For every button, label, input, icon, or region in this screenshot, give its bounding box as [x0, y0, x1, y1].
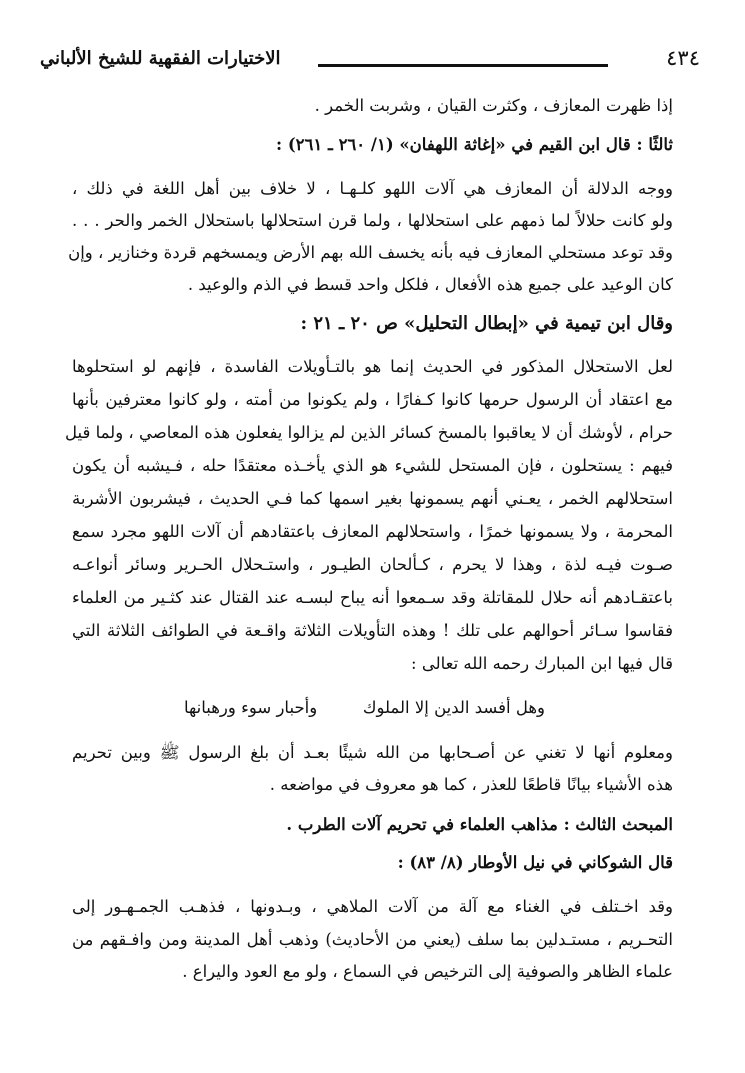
text-line: ومعلوم أنها لا تغني عن أصـحابها من الله شيئًا بعـد أن بلغ الرسول ﷺ وبين تحريم — [72, 743, 673, 762]
text-line: المحرمة ، ولا يسمونها خمرًا ، واستحلالهم المعازف باعتقادهم أن آلات اللهو مجرد سمع — [72, 522, 673, 541]
text-line: هذه الأشياء بيانًا قاطعًا للعذر ، كما هو معروف في مواضعه . — [269, 775, 673, 794]
text-line: كان الوعيد على جميع هذه الأفعال ، فلكل واحد قسط في الذم والوعيد . — [187, 275, 673, 294]
text-line: فقاسوا سـائر أحوالهم على تلك ! وهذه التأويلات الثلاثة واقـعة في الطوائف الثلاثة التي — [72, 621, 673, 640]
section-heading: ثالثًا : قال ابن القيم في «إغاثة اللهفان» (١/ ٢٦٠ ـ ٢٦١) : — [275, 135, 673, 154]
text-line: فيهم : يستحلون ، فإن المستحل للشيء هو الذي يأخـذه معتقدًا حله ، فـيشبه أن يكون — [72, 456, 673, 475]
text-line: حرام ، لأوشك أن لا يعاقبوا بالمسخ كسائر الذين لم يزالوا يفعلون هذه المعاصي ، ولما قيل — [65, 423, 673, 442]
text-line: قال فيها ابن المبارك رحمه الله تعالى : — [411, 654, 673, 673]
text-line: لعل الاستحلال المذكور في الحديث إنما هو بالتـأويلات الفاسدة ، فإنهم لو استحلوها — [72, 357, 673, 376]
text-line: ولو كانت حلالاً لما ذمهم على استحلالها ، ولما قرن استحلالها باستحلال الخمر والحر . . . — [72, 211, 673, 230]
section-heading: المبحث الثالث : مذاهب العلماء في تحريم آلات الطرب . — [286, 815, 673, 834]
verse-second-hemistich: وأحبار سوء ورهبانها — [184, 698, 318, 717]
text-line: صـوت فيـه لذة ، وهذا لا يحرم ، كـألحان الطيـور ، واستـحلال الحـرير وسائر أنواعـه — [72, 555, 673, 574]
text-line: باعتقـادهم أنه حلال للمقاتلة وقد سـمعوا أنه يباح لبسـه عند القتال عند كثـير من العلماء — [72, 588, 673, 607]
page-number: ٤٣٤ — [666, 46, 700, 70]
text-line: وقد اخـتلف في الغناء مع آلة من آلات الملاهي ، وبـدونها ، فذهـب الجمـهـور إلى — [72, 897, 673, 916]
text-line: مع اعتقاد أن الرسول حرمها كانوا كـفارًا ، ولم يكونوا من أمته ، ولو كانوا معترفين بأنها — [72, 390, 673, 409]
text-line: علماء الظاهر والصوفية إلى الترخيص في السماع ، ولو مع العود واليراع . — [182, 962, 673, 981]
verse-first-hemistich: وهل أفسد الدين إلا الملوك — [362, 698, 545, 717]
running-title: الاختيارات الفقهية للشيخ الألباني — [40, 48, 281, 69]
section-heading: وقال ابن تيمية في «إبطال التحليل» ص ٢٠ ـ ٢١ : — [300, 313, 673, 334]
text-line: استحلالهم الخمر ، يعـني أنهم يسمونها بغير اسمها كما فـي الحديث ، فيشربون الأشربة — [72, 489, 673, 508]
header-rule — [318, 64, 608, 67]
text-line: ووجه الدلالة أن المعازف هي آلات اللهو كلـهـا ، لا خلاف بين أهل اللغة في ذلك ، — [72, 179, 673, 198]
text-line: وقد توعد مستحلي المعازف فيه بأنه يخسف الله بهم الأرض ويمسخهم قردة وخنازير ، وإن — [68, 243, 673, 262]
text-line: إذا ظهرت المعازف ، وكثرت القيان ، وشربت الخمر . — [314, 96, 673, 115]
section-heading: قال الشوكاني في نيل الأوطار (٨/ ٨٣) : — [397, 853, 673, 872]
page-header — [40, 44, 700, 84]
text-line: التحـريم ، مستـدلين بما سلف (يعني من الأحاديث) وذهب أهل المدينة ومن وافـقهم من — [72, 930, 673, 949]
